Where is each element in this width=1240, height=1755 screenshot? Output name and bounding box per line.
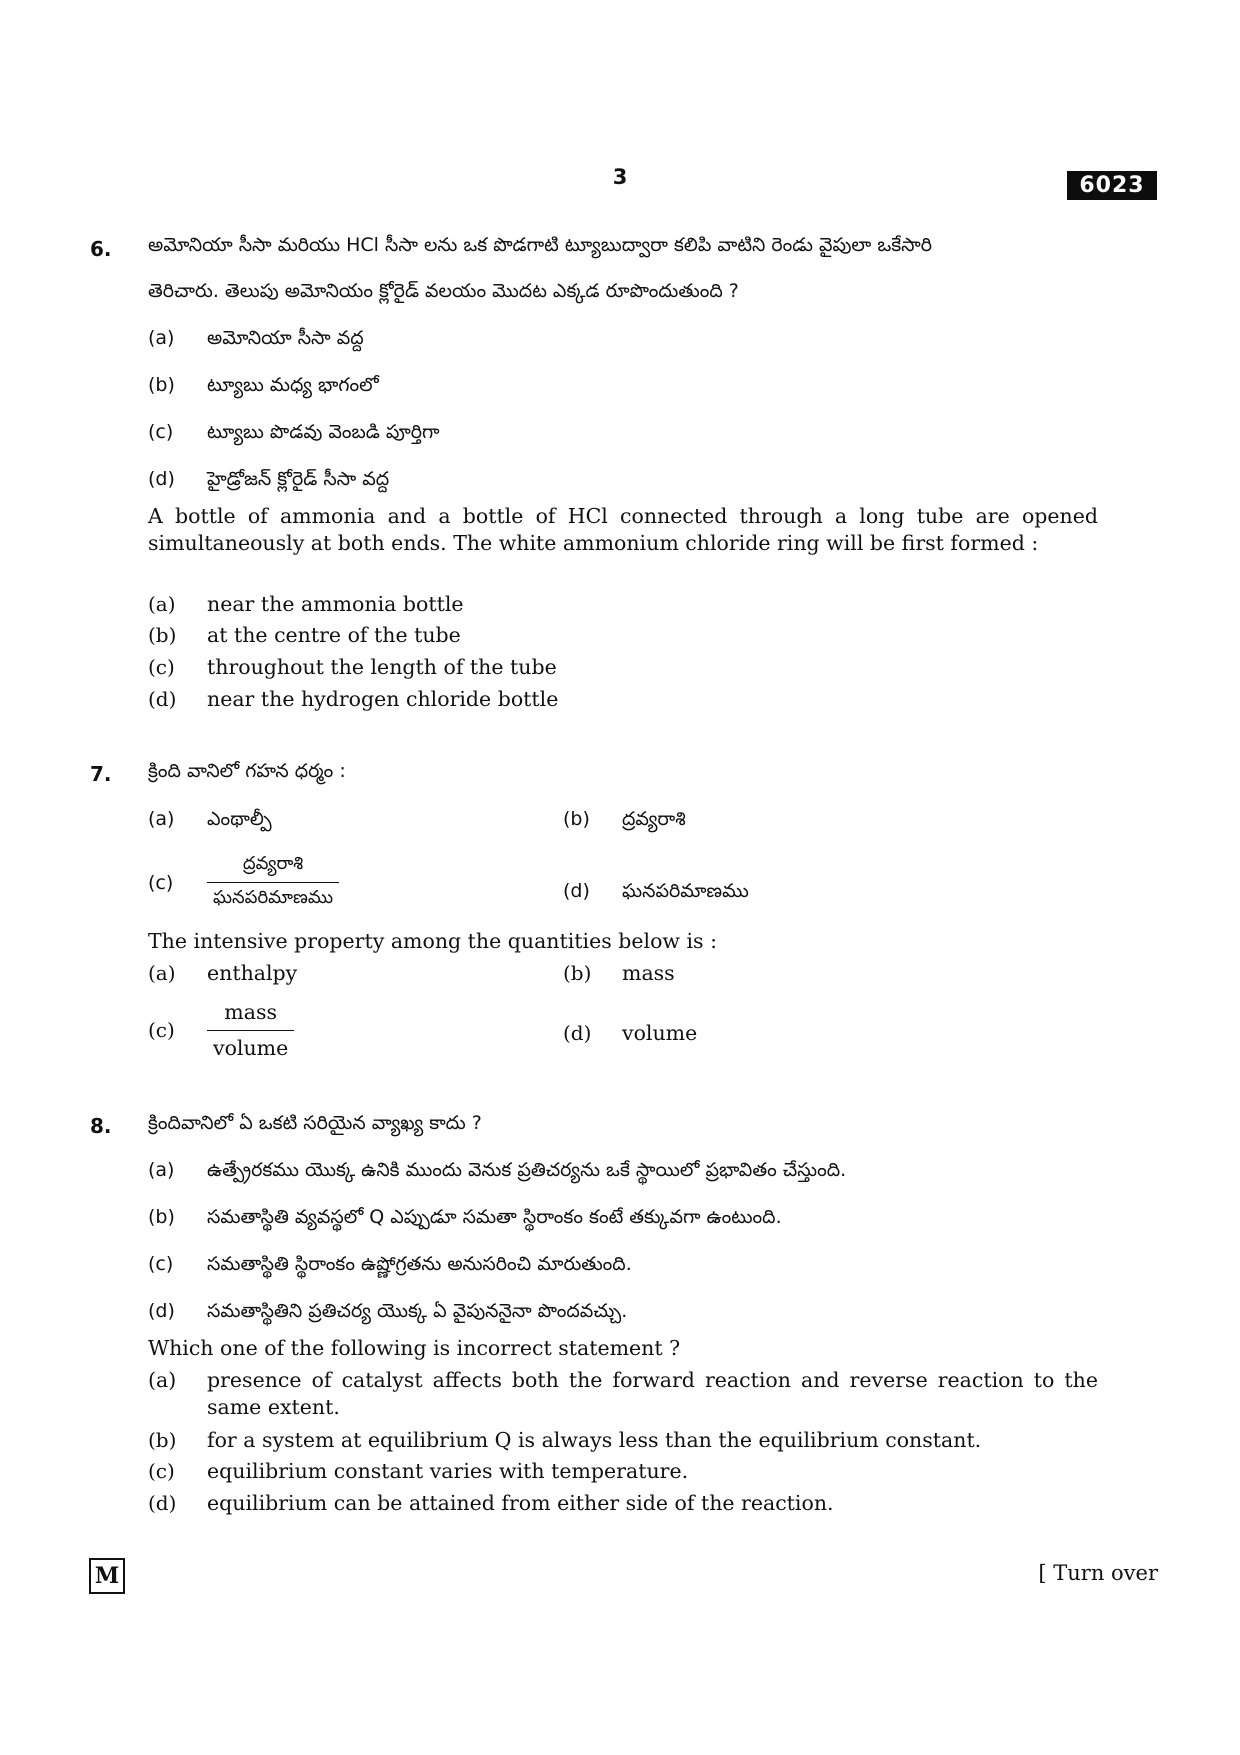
- option-label: (b): [148, 374, 175, 396]
- option-label: (a): [148, 1368, 177, 1392]
- option-label: (c): [148, 1459, 175, 1483]
- option-text: ట్యూబు పొడవు వెంబడి పూర్తిగా: [207, 421, 440, 443]
- telugu-option-b: [563, 808, 686, 835]
- option-text: సమతాస్థితి వ్యవస్థలో Q ఎప్పుడూ సమతా స్థిరాంకం కంటే తక్కువగా ఉంటుంది.: [207, 1206, 782, 1228]
- option-label: (b): [148, 623, 177, 647]
- fraction: [207, 853, 339, 912]
- option-text: ఎంథాల్పీ: [207, 808, 272, 830]
- option-text: హైడ్రోజన్ క్లోరైడ్ సీసా వద్ద: [207, 468, 390, 490]
- option-label: (c): [148, 1018, 175, 1042]
- english-option-d: [148, 686, 558, 713]
- option-text: for a system at equilibrium Q is always less than the equilibrium constant.: [207, 1428, 982, 1452]
- option-text: near the ammonia bottle: [207, 592, 464, 616]
- option-label: (d): [563, 1021, 592, 1045]
- question-telugu-stem: క్రిందివానిలో ఏ ఒకటి సరియైన వ్యాఖ్య కాదు ?: [148, 1112, 482, 1134]
- english-option-d: [148, 1490, 834, 1517]
- option-text: throughout the length of the tube: [207, 655, 557, 679]
- telugu-option-c: [148, 421, 439, 448]
- telugu-option-b: [148, 374, 379, 401]
- option-label: (d): [563, 880, 590, 902]
- option-label: (d): [148, 1300, 175, 1322]
- english-option-b: [563, 960, 675, 987]
- question-telugu-stem: క్రింది వానిలో గహన ధర్మం :: [148, 760, 346, 782]
- option-label: (b): [563, 808, 590, 830]
- english-option-a: [148, 591, 464, 618]
- telugu-option-d: [563, 880, 749, 907]
- telugu-option-d: [148, 468, 389, 495]
- fraction-denominator: volume: [213, 1036, 289, 1060]
- english-option-d: [563, 1020, 697, 1047]
- option-text: at the centre of the tube: [207, 623, 461, 647]
- english-option-b: [148, 1427, 981, 1454]
- option-label: (d): [148, 1491, 177, 1515]
- english-option-b: [148, 622, 461, 649]
- option-label: (a): [148, 1159, 175, 1181]
- english-option-c: [148, 1458, 688, 1485]
- turn-over-text: [ Turn over: [1038, 1561, 1158, 1585]
- page-number: 3: [612, 165, 628, 189]
- question-number: 7.: [90, 762, 112, 786]
- option-text: సమతాస్థితిని ప్రతిచర్య యొక్క ఏ వైపుననైనా పొందవచ్చు.: [207, 1300, 628, 1322]
- question-english-stem: The intensive property among the quantities below is :: [148, 929, 717, 953]
- english-option-c: [148, 999, 294, 1062]
- option-label: (a): [148, 327, 175, 349]
- option-text: presence of catalyst affects both the forward reaction and reverse reaction to the same extent.: [207, 1368, 1098, 1419]
- fraction-denominator: ఘనపరిమాణము: [213, 887, 334, 908]
- english-option-a: [148, 960, 297, 987]
- option-label: (b): [148, 1428, 177, 1452]
- fraction: [207, 999, 294, 1062]
- option-label: (d): [148, 687, 177, 711]
- option-label: (a): [148, 592, 176, 616]
- option-text: అమోనియా సీసా వద్ద: [207, 327, 364, 349]
- question-english-stem: Which one of the following is incorrect statement ?: [148, 1336, 681, 1360]
- telugu-option-a: [148, 808, 272, 835]
- telugu-option-a: [148, 1159, 846, 1186]
- english-option-a: [148, 1367, 1098, 1421]
- question-number: 6.: [90, 237, 112, 261]
- option-label: (b): [148, 1206, 175, 1228]
- option-text: mass: [622, 961, 675, 985]
- option-text: ట్యూబు మధ్య భాగంలో: [207, 374, 379, 396]
- option-text: equilibrium can be attained from either side of the reaction.: [207, 1491, 834, 1515]
- medium-mark-box: M: [89, 1558, 125, 1594]
- option-label: (c): [148, 655, 175, 679]
- paper-code-badge: 6023: [1067, 171, 1157, 200]
- telugu-option-c: [148, 1253, 632, 1280]
- option-label: (a): [148, 961, 176, 985]
- option-text: ఘనపరిమాణము: [622, 880, 749, 902]
- english-option-c: [148, 654, 557, 681]
- option-label: (a): [148, 808, 175, 830]
- option-text: సమతాస్థితి స్థిరాంకం ఉష్ణోగ్రతను అనుసరించి మారుతుంది.: [207, 1253, 632, 1275]
- option-label: (c): [148, 421, 174, 443]
- option-label: (c): [148, 1253, 174, 1275]
- option-text: equilibrium constant varies with temperature.: [207, 1459, 689, 1483]
- telugu-option-a: [148, 327, 364, 354]
- fraction-numerator: mass: [207, 999, 294, 1031]
- option-text: enthalpy: [207, 961, 298, 985]
- option-label: (b): [563, 961, 592, 985]
- option-text: volume: [622, 1021, 698, 1045]
- question-telugu-line-1: అమోనియా సీసా మరియు HCl సీసా లను ఒక పొడగాటి ట్యూబుద్వారా కలిపి వాటిని రెండు వైపులా ఒకేసారి: [148, 234, 933, 256]
- option-text: near the hydrogen chloride bottle: [207, 687, 559, 711]
- telugu-option-b: [148, 1206, 782, 1233]
- telugu-option-d: [148, 1300, 627, 1327]
- option-label: (d): [148, 468, 175, 490]
- fraction-numerator: ద్రవ్యరాశి: [207, 853, 339, 883]
- question-english-stem: A bottle of ammonia and a bottle of HCl connected through a long tube are opened simultaneously at both ends. The white ammonium chloride ring will be first formed :: [148, 504, 1098, 555]
- question-telugu-line-2: తెరిచారు. తెలుపు అమోనియం క్లోరైడ్ వలయం మొదట ఎక్కడ రూపొందుతుంది ?: [148, 280, 739, 302]
- option-text: ఉత్ప్రేరకము యొక్క ఉనికి ముందు వెనుక ప్రతిచర్యను ఒకే స్థాయిలో ప్రభావితం చేస్తుంది.: [207, 1159, 847, 1181]
- option-text: ద్రవ్యరాశి: [622, 808, 686, 830]
- option-label: (c): [148, 871, 174, 894]
- question-number: 8.: [90, 1114, 112, 1138]
- telugu-option-c: [148, 853, 339, 912]
